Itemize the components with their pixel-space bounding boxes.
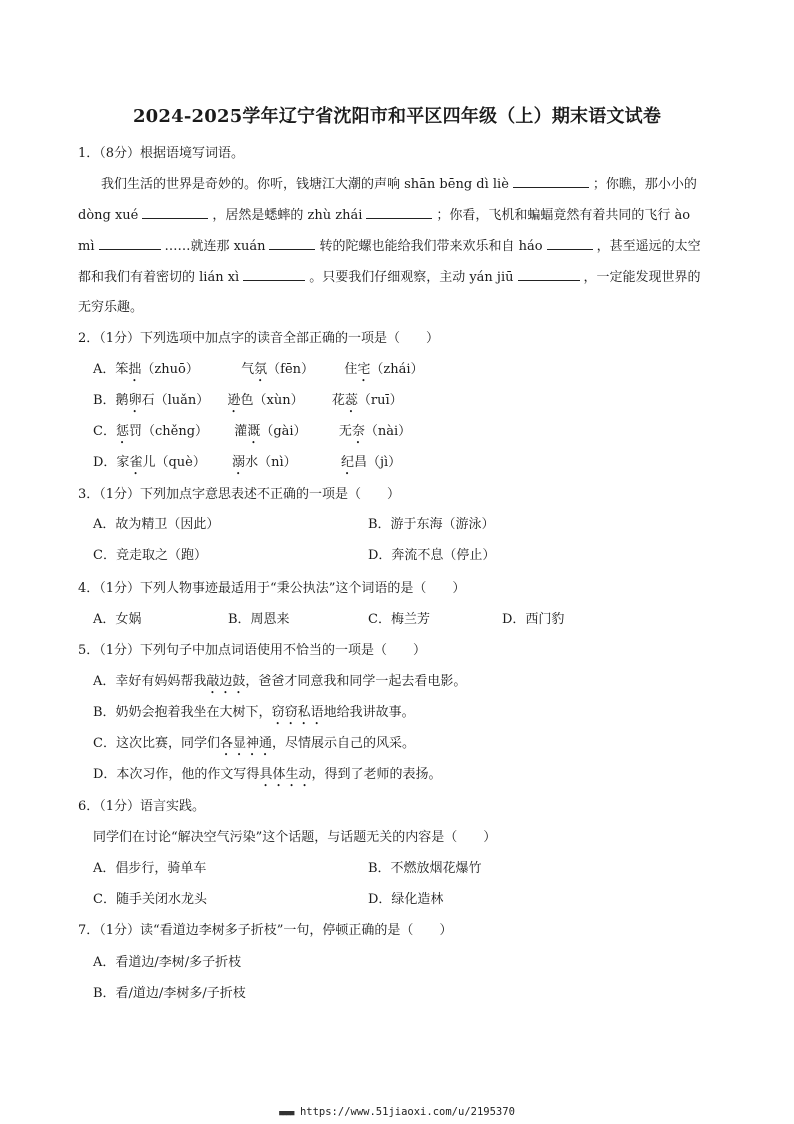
q7-option-b[interactable]: B．看/道边/李树多/子折枝 (93, 986, 246, 1001)
q3-option-d[interactable]: D．奔流不息（停止） (368, 548, 496, 563)
q1-blank-2[interactable] (142, 206, 208, 219)
q1-blank-6[interactable] (547, 237, 593, 250)
q1-line-5: 无穷乐趣。 (78, 300, 144, 315)
q1-header: 1．（8分）根据语境写词语。 (78, 146, 245, 161)
q1-text: ；你瞧，那小小的 (592, 177, 697, 192)
q6-header: 6．（1分）语言实践。 (78, 799, 206, 814)
dotted-char: 纪 (340, 455, 354, 470)
q1-line-3 (78, 237, 701, 256)
q3-header: 3．（1分）下列加点字意思表述不正确的一项是（ ） (78, 487, 401, 502)
q3-option-a[interactable]: A．故为精卫（因此） (93, 517, 220, 532)
option-text: C． (93, 424, 116, 439)
q1-text: ，甚至遥远的太空 (596, 239, 701, 254)
q5-header: 5．（1分）下列句子中加点词语使用不恰当的一项是（ ） (78, 643, 427, 658)
q1-text: mì (78, 239, 95, 254)
q2-option-b[interactable] (93, 392, 403, 416)
page-title: 2024-2025学年辽宁省沈阳市和平区四年级（上）期末语文试卷 (132, 106, 662, 127)
q1-blank-8[interactable] (518, 268, 580, 281)
q3-option-c[interactable]: C．竞走取之（跑） (93, 548, 207, 563)
dotted-char: 惩 (115, 424, 129, 439)
q4-header: 4．（1分）下列人物事迹最适用于“秉公执法”这个词语的是（ ） (78, 581, 466, 596)
q1-text: ；你看，飞机和蝙蝠竟然有着共同的飞行 ào (436, 208, 691, 223)
option-text: （zhuō） (141, 362, 199, 377)
option-text: D．家 (93, 455, 130, 470)
option-text: 地给我讲故事。 (323, 705, 415, 720)
q2-option-a[interactable] (93, 361, 423, 385)
q1-line-1 (101, 175, 697, 194)
q6-option-d[interactable]: D．绿化造林 (368, 892, 444, 907)
dotted-char: 宅 (357, 362, 371, 377)
option-text: C．这次比赛，同学们 (93, 736, 220, 751)
q4-option-d[interactable]: D．西门豹 (502, 612, 565, 627)
watermark-logo: ■■■■ (279, 1109, 294, 1117)
q1-text: ……就连那 xuán (164, 239, 266, 254)
dotted-char: 卵 (128, 393, 142, 408)
q1-text: ，一定能发现世界的 (583, 270, 701, 285)
option-text: A．笨 (93, 362, 129, 377)
option-text: ，得到了老师的表扬。 (311, 767, 442, 782)
q4-option-a[interactable]: A．女娲 (93, 612, 142, 627)
q5-option-d[interactable] (93, 766, 441, 790)
q1-text: 我们生活的世界是奇妙的。你听，钱塘江大潮的声响 shān bēng dì liè (101, 177, 509, 192)
option-text: 灌 (234, 424, 248, 439)
q5-option-c[interactable] (93, 735, 415, 759)
q4-option-c[interactable]: C．梅兰芳 (368, 612, 430, 627)
dotted-char: 溺 (232, 455, 246, 470)
q6-option-b[interactable]: B．不燃放烟花爆竹 (368, 861, 482, 876)
dotted-word: 具体生动 (259, 767, 312, 782)
dotted-char: 氛 (254, 362, 268, 377)
page-footer (0, 1106, 794, 1118)
dotted-char: 奈 (351, 424, 365, 439)
option-text: （nài） (364, 424, 412, 439)
dotted-char: 溉 (247, 424, 261, 439)
q1-blank-5[interactable] (269, 237, 315, 250)
q6-option-c[interactable]: C．随手关闭水龙头 (93, 892, 207, 907)
option-text: 色（xùn） (240, 393, 304, 408)
q1-text: 都和我们有着密切的 lián xì (78, 270, 240, 285)
q3-option-b[interactable]: B．游于东海（游泳） (368, 517, 495, 532)
q1-text: 转的陀螺也能给我们带来欢乐和自 háo (319, 239, 543, 254)
q6-stem: 同学们在讨论“解决空气污染”这个话题，与话题无关的内容是（ ） (93, 830, 497, 845)
q1-text: ，居然是蟋蟀的 zhù zhái (212, 208, 363, 223)
q1-blank-1[interactable] (513, 175, 589, 188)
option-text: ，尽情展示自己的风采。 (271, 736, 415, 751)
option-text: （fēn） (267, 362, 315, 377)
q1-text: 。只要我们仔细观察，主动 yán jiū (309, 270, 514, 285)
option-text: ，爸爸才同意我和同学一起去看电影。 (245, 674, 467, 689)
q1-line-4 (78, 268, 701, 287)
option-text: 昌（jì） (353, 455, 402, 470)
q1-text: dòng xué (78, 208, 139, 223)
q1-blank-3[interactable] (366, 206, 432, 219)
option-text: B．鹅 (93, 393, 129, 408)
q2-option-c[interactable] (93, 423, 411, 447)
q4-option-b[interactable]: B．周恩来 (228, 612, 290, 627)
option-text: （gài） (260, 424, 307, 439)
q5-option-b[interactable] (93, 704, 415, 728)
q7-header: 7．（1分）读“看道边李树多子折枝”一句，停顿正确的是（ ） (78, 923, 453, 938)
dotted-char: 雀 (129, 455, 143, 470)
q5-option-a[interactable] (93, 673, 466, 697)
q1-blank-7[interactable] (243, 268, 305, 281)
option-text: 花 (331, 393, 345, 408)
dotted-char: 拙 (128, 362, 142, 377)
option-text: （zhái） (370, 362, 424, 377)
dotted-word: 敲边鼓 (206, 674, 246, 689)
option-text: 气 (241, 362, 255, 377)
q7-option-a[interactable]: A．看道边/李树/多子折枝 (93, 955, 242, 970)
option-text: B．奶奶会抱着我坐在大树下， (93, 705, 272, 720)
option-text: 儿（què） (142, 455, 206, 470)
q1-blank-4[interactable] (99, 237, 161, 250)
option-text: 无 (338, 424, 352, 439)
footer-url[interactable]: https://www.51jiaoxi.com/u/2195370 (299, 1106, 515, 1118)
option-text: 住 (344, 362, 358, 377)
dotted-word: 各显神通 (219, 736, 272, 751)
q6-option-a[interactable]: A．倡步行，骑单车 (93, 861, 207, 876)
option-text: （ruī） (357, 393, 403, 408)
dotted-word: 窃窃私语 (271, 705, 324, 720)
option-text: D．本次习作，他的作文写得 (93, 767, 260, 782)
q2-header: 2．（1分）下列选项中加点字的读音全部正确的一项是（ ） (78, 331, 440, 346)
option-text: 罚（chěng） (128, 424, 209, 439)
q1-line-2 (78, 206, 690, 225)
dotted-char: 蕊 (344, 393, 358, 408)
dotted-char: 逊 (227, 393, 241, 408)
q2-option-d[interactable] (93, 454, 401, 478)
option-text: A．幸好有妈妈帮我 (93, 674, 207, 689)
option-text: 水（nì） (245, 455, 297, 470)
option-text: 石（luǎn） (141, 393, 210, 408)
